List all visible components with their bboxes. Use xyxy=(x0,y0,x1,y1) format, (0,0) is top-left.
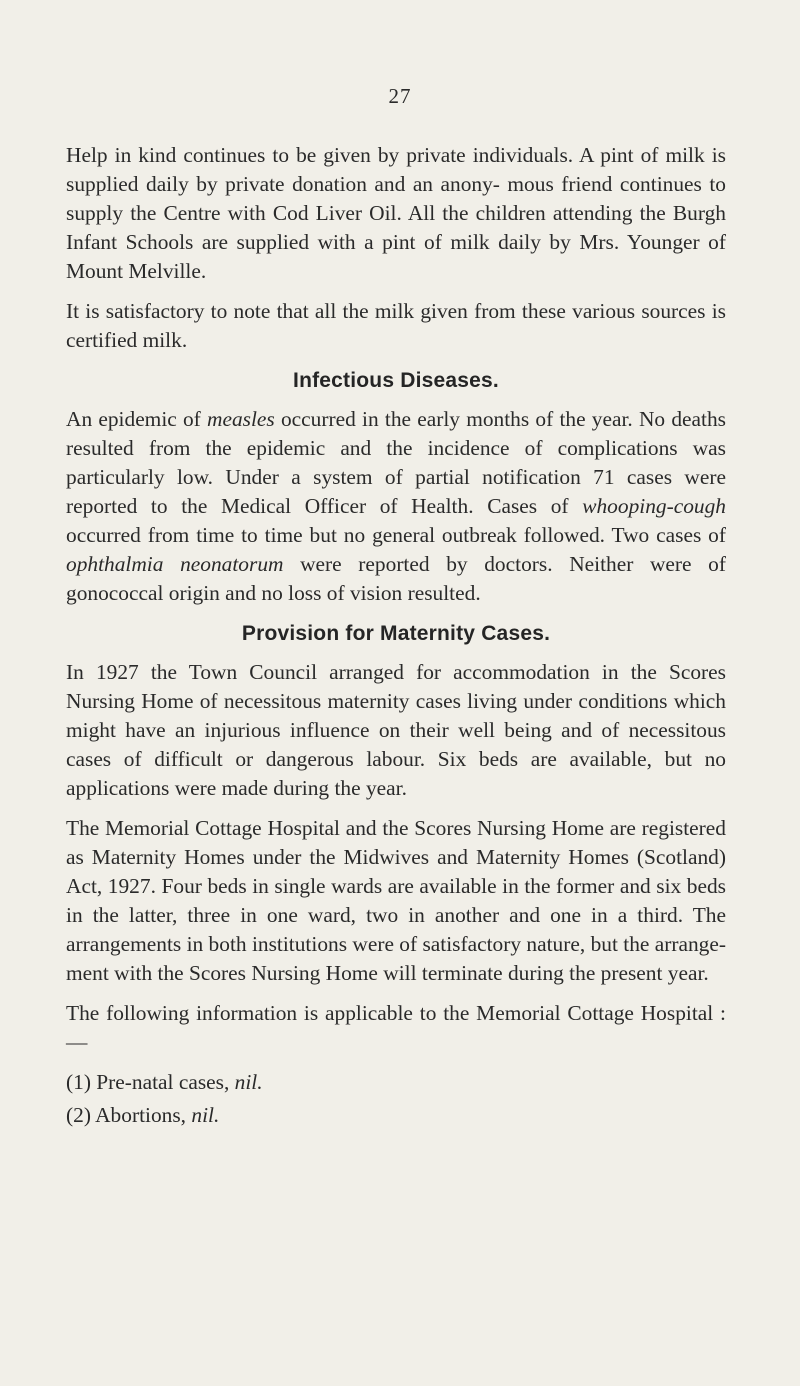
list-item-pre-natal xyxy=(66,1068,726,1097)
list-item-label: (2) Abortions, xyxy=(66,1103,192,1127)
paragraph-town-council: In 1927 the Town Council arranged for accommodation in the Scores Nursing Home of necessitous maternity cases living under conditions which might have an injurious influence on their well being and of necessitous cases of difficult or dangerous labour. Six beds are available, but no applications were made during the year. xyxy=(66,660,726,800)
list-item-abortions xyxy=(66,1101,726,1130)
page-number: 27 xyxy=(388,84,412,108)
paragraph-maternity-homes: The Memorial Cottage Hospital and the Scores Nursing Home are registered as Maternity Homes under the Midwives and Maternity Homes (Scotland) Act, 1927. Four beds in single wards are available in the former and six beds in the latter, three in one ward, two in another and one in a third. The arrangements in both institutions were of satisfactory nature, but the arrange- ment with the Scores Nursing Home will terminate during the present year. xyxy=(66,816,726,985)
paragraph-following-information: The following information is applicable to the Memorial Cottage Hospital :— xyxy=(66,1001,726,1054)
italic-whooping-cough: whooping-cough xyxy=(582,494,726,518)
paragraph-infectious-diseases xyxy=(66,405,726,608)
text-run: were reported by doctors. Neither were of gonococcal origin and no loss of vision resulted. xyxy=(66,552,726,605)
heading-maternity-cases: Provision for Maternity Cases. xyxy=(241,622,551,645)
paragraph-help-in-kind: Help in kind continues to be given by private individuals. A pint of milk is supplied daily by private donation and an anony- mous friend continues to supply the Centre with Cod Liver Oil. All the children attending the Burgh Infant Schools are supplied with a pint of milk daily by Mrs. Younger of Mount Melville. xyxy=(66,143,726,283)
list-item-value: nil. xyxy=(234,1070,263,1094)
list-item-label: (1) Pre-natal cases, xyxy=(66,1070,235,1094)
paragraph-certified-milk: It is satisfactory to note that all the milk given from these various sources is certified milk. xyxy=(66,299,726,352)
text-run: An epidemic of xyxy=(66,407,208,431)
list-item-value: nil. xyxy=(191,1103,220,1127)
text-run: occurred from time to time but no general outbreak followed. Two cases of xyxy=(66,523,726,547)
text-run: occurred in the early months of the year. No deaths resulted from the epidemic and the incidence of complications was particularly low. Under a system of partial notification 71 cases were reported to the Medical Officer of Health. Cases of xyxy=(66,407,726,518)
italic-measles: measles xyxy=(207,407,275,431)
heading-infectious-diseases: Infectious Diseases. xyxy=(293,369,499,392)
italic-ophthalmia-neonatorum: ophthalmia neonatorum xyxy=(66,552,284,576)
page-body xyxy=(66,141,726,1134)
